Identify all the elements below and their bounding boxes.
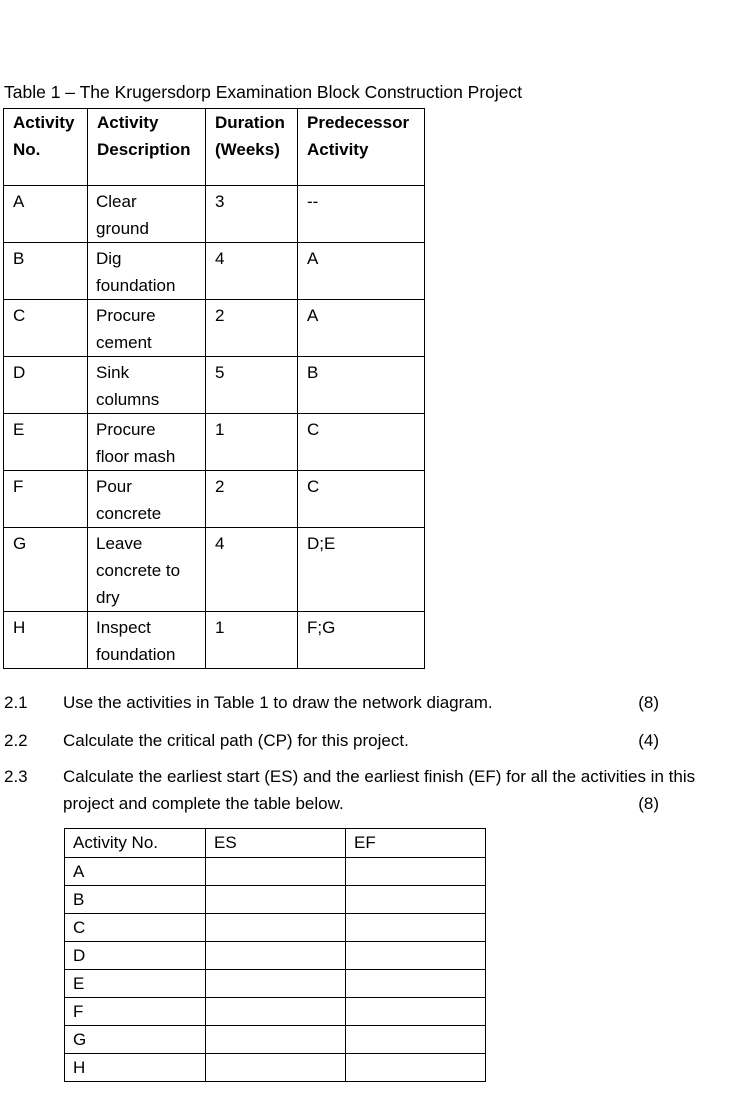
question-number: 2.3 — [4, 767, 28, 786]
description-line: foundation — [96, 276, 176, 295]
activity-duration: 5 — [206, 357, 298, 414]
activity-duration: 2 — [206, 300, 298, 357]
header-duration — [206, 109, 298, 186]
es-ef-table — [64, 828, 486, 1082]
activity-no: H — [4, 612, 88, 669]
description-line: Dig — [96, 249, 122, 268]
header-activity-no-line1: Activity — [13, 113, 75, 132]
ef-cell[interactable] — [346, 858, 486, 886]
activity-no: G — [65, 1026, 206, 1054]
description-line: Leave — [96, 534, 143, 553]
description-line: dry — [96, 588, 120, 607]
table-row — [4, 612, 425, 669]
table-row — [4, 528, 425, 612]
activity-duration: 2 — [206, 471, 298, 528]
es-ef-header-row — [65, 829, 486, 858]
activity-description — [88, 186, 206, 243]
activity-description — [88, 612, 206, 669]
ef-cell[interactable] — [346, 942, 486, 970]
activity-no: D — [65, 942, 206, 970]
table-row — [65, 914, 486, 942]
ef-cell[interactable] — [346, 998, 486, 1026]
activity-no: D — [4, 357, 88, 414]
activity-no: B — [4, 243, 88, 300]
activity-no: A — [4, 186, 88, 243]
activity-description — [88, 414, 206, 471]
activity-predecessor: C — [298, 471, 425, 528]
description-line: Procure — [96, 306, 156, 325]
header-duration-line2: (Weeks) — [215, 140, 280, 159]
table-row — [65, 1054, 486, 1082]
ef-cell[interactable] — [346, 970, 486, 998]
header-predecessor — [298, 109, 425, 186]
description-line: concrete — [96, 504, 162, 523]
description-line: ground — [96, 219, 149, 238]
activity-description — [88, 357, 206, 414]
header-activity-description-line1: Activity — [97, 113, 159, 132]
es-cell[interactable] — [206, 858, 346, 886]
activity-predecessor: F;G — [298, 612, 425, 669]
description-line: cement — [96, 333, 152, 352]
activity-no: C — [65, 914, 206, 942]
es-cell[interactable] — [206, 914, 346, 942]
table-row — [4, 357, 425, 414]
description-line: columns — [96, 390, 160, 409]
activity-no: F — [65, 998, 206, 1026]
activity-description — [88, 471, 206, 528]
table-row — [65, 886, 486, 914]
activity-duration: 1 — [206, 414, 298, 471]
header-duration-line1: Duration — [215, 113, 285, 132]
question-marks: (8) — [638, 794, 659, 813]
activity-duration: 1 — [206, 612, 298, 669]
description-line: Inspect — [96, 618, 151, 637]
activity-no: E — [4, 414, 88, 471]
table-row — [65, 942, 486, 970]
activity-no: F — [4, 471, 88, 528]
table-row — [4, 243, 425, 300]
activity-predecessor: C — [298, 414, 425, 471]
es-cell[interactable] — [206, 998, 346, 1026]
table-row — [4, 414, 425, 471]
description-line: floor mash — [96, 447, 176, 466]
header-activity-no-line2: No. — [13, 140, 41, 159]
description-line: concrete to — [96, 561, 181, 580]
table-row — [65, 998, 486, 1026]
es-cell[interactable] — [206, 970, 346, 998]
activity-no: E — [65, 970, 206, 998]
table-row — [65, 1026, 486, 1054]
question-2-3 — [4, 763, 709, 817]
header-activity-no — [4, 109, 88, 186]
table-row — [65, 970, 486, 998]
table-row — [4, 186, 425, 243]
activity-no: G — [4, 528, 88, 612]
question-text: Calculate the critical path (CP) for this project. — [63, 731, 409, 750]
activity-duration: 4 — [206, 243, 298, 300]
table1-caption: Table 1 – The Krugersdorp Examination Block Construction Project — [4, 82, 523, 102]
activity-no: C — [4, 300, 88, 357]
activity-no: B — [65, 886, 206, 914]
question-2-1 — [4, 689, 709, 716]
activity-table — [3, 108, 425, 669]
table-row — [65, 858, 486, 886]
question-2-2 — [4, 727, 709, 754]
header-ef: EF — [346, 829, 486, 858]
header-activity-description — [88, 109, 206, 186]
activity-description — [88, 528, 206, 612]
header-es: ES — [206, 829, 346, 858]
activity-description — [88, 300, 206, 357]
activity-description — [88, 243, 206, 300]
table-row — [4, 471, 425, 528]
activity-no: H — [65, 1054, 206, 1082]
question-number: 2.2 — [4, 731, 28, 750]
header-predecessor-line1: Predecessor — [307, 113, 410, 132]
es-cell[interactable] — [206, 1026, 346, 1054]
activity-predecessor: A — [298, 243, 425, 300]
header-activity-description-line2: Description — [97, 140, 191, 159]
question-marks: (4) — [638, 731, 659, 750]
question-number: 2.1 — [4, 693, 28, 712]
ef-cell[interactable] — [346, 886, 486, 914]
table-row — [4, 300, 425, 357]
activity-predecessor: -- — [298, 186, 425, 243]
activity-no: A — [65, 858, 206, 886]
es-cell[interactable] — [206, 1054, 346, 1082]
description-line: Pour — [96, 477, 132, 496]
activity-duration: 3 — [206, 186, 298, 243]
es-cell[interactable] — [206, 886, 346, 914]
activity-table-header-row — [4, 109, 425, 186]
question-text: Use the activities in Table 1 to draw the network diagram. — [63, 693, 493, 712]
header-predecessor-line2: Activity — [307, 140, 369, 159]
header-activity-no: Activity No. — [65, 829, 206, 858]
question-marks: (8) — [638, 693, 659, 712]
description-line: Procure — [96, 420, 156, 439]
description-line: foundation — [96, 645, 176, 664]
activity-predecessor: D;E — [298, 528, 425, 612]
description-line: Sink — [96, 363, 130, 382]
activity-predecessor: A — [298, 300, 425, 357]
activity-predecessor: B — [298, 357, 425, 414]
activity-duration: 4 — [206, 528, 298, 612]
es-cell[interactable] — [206, 942, 346, 970]
ef-cell[interactable] — [346, 1026, 486, 1054]
question-text: Calculate the earliest start (ES) and the earliest finish (EF) for all the activities in this project and complete the table below. — [63, 767, 696, 813]
ef-cell[interactable] — [346, 1054, 486, 1082]
description-line: Clear — [96, 192, 137, 211]
ef-cell[interactable] — [346, 914, 486, 942]
